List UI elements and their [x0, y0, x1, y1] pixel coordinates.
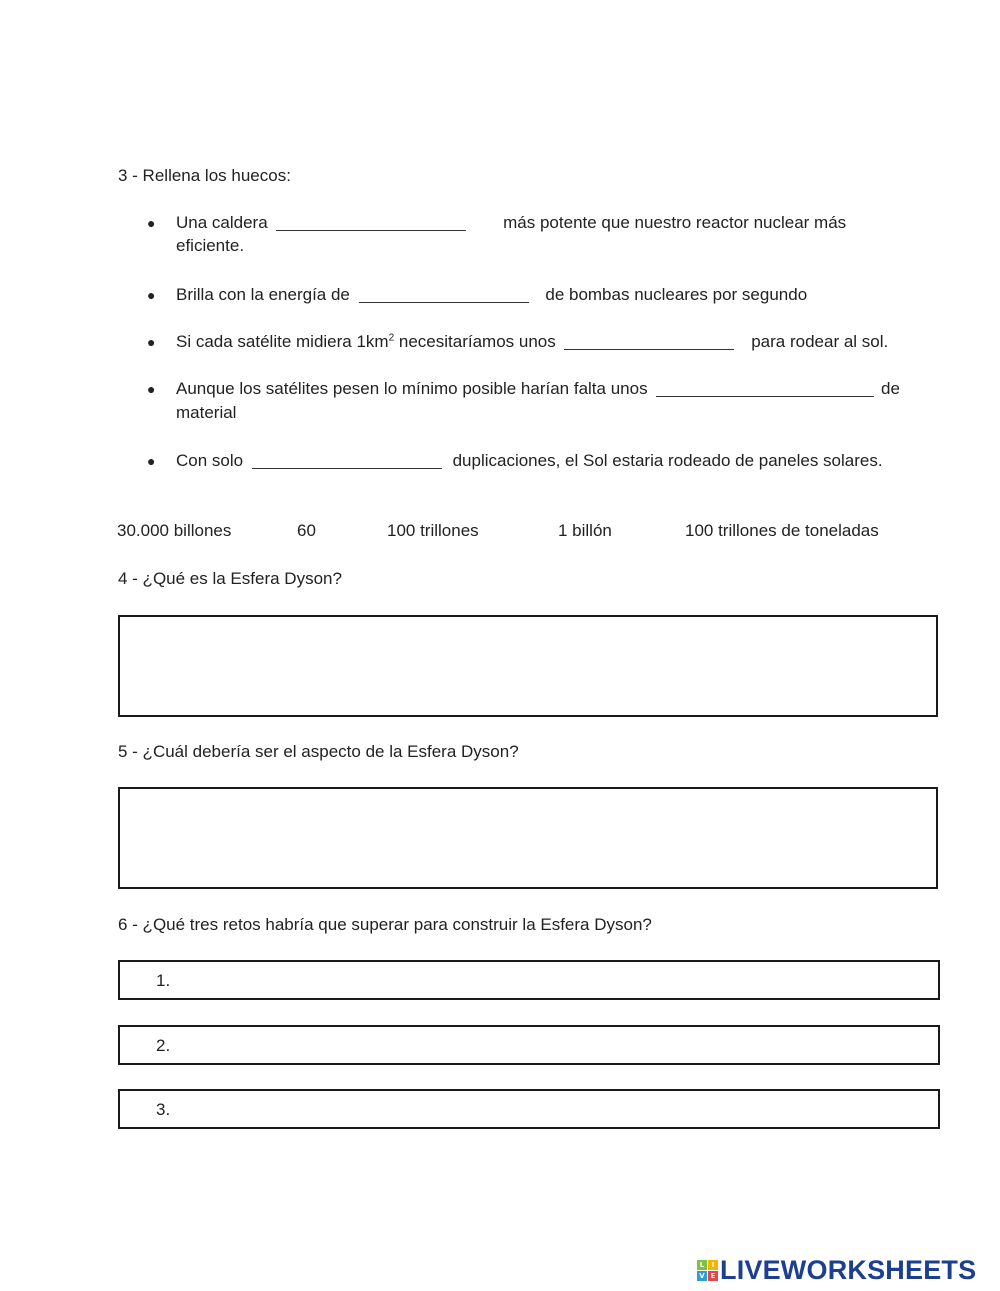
- answer-box-4: [118, 615, 938, 717]
- section-6-heading: 6 - ¿Qué tres retos habría que superar para construir la Esfera Dyson?: [118, 915, 652, 934]
- bullet-icon: ●: [147, 453, 156, 469]
- logo-text: LIVEWORKSHEETS: [720, 1254, 977, 1285]
- bullet-2-text-after: de bombas nucleares por segundo: [545, 285, 808, 304]
- section-4-heading: 4 - ¿Qué es la Esfera Dyson?: [118, 569, 342, 588]
- bullet-icon: ●: [147, 381, 156, 397]
- bullet-5-text-after: duplicaciones, el Sol estaria rodeado de paneles solares.: [452, 451, 883, 470]
- bullet-1-text-after: más potente que nuestro reactor nuclear más: [503, 213, 847, 232]
- bullet-1-line: [176, 213, 846, 233]
- bullet-icon: ●: [147, 287, 156, 303]
- word-bank-item: 100 trillones: [387, 521, 479, 540]
- blank-2: [359, 285, 529, 305]
- blank-3: [564, 332, 734, 352]
- bullet-4-text-before: Aunque los satélites pesen lo mínimo posible harían falta unos: [176, 379, 648, 398]
- bullet-5-text-before: Con solo: [176, 451, 244, 470]
- challenge-box-3: [118, 1089, 940, 1129]
- challenge-box-2: [118, 1025, 940, 1065]
- bullet-2-line: [176, 285, 807, 305]
- challenge-box-1: [118, 960, 940, 1000]
- logo-tile: L: [697, 1260, 707, 1270]
- bullet-icon: ●: [147, 215, 156, 231]
- word-bank-item: 60: [297, 521, 316, 540]
- bullet-4-text-after: de: [881, 379, 900, 398]
- liveworksheets-logo: [697, 1255, 976, 1285]
- blank-1: [276, 213, 466, 233]
- bullet-3-line: [176, 332, 888, 352]
- logo-tile: V: [697, 1271, 707, 1281]
- logo-tile: I: [708, 1260, 718, 1270]
- bullet-1-continuation: eficiente.: [176, 236, 245, 255]
- blank-4: [656, 379, 874, 399]
- challenge-2-input[interactable]: [190, 1031, 924, 1061]
- challenge-1-input[interactable]: [190, 966, 924, 996]
- superscript-2: 2: [388, 332, 395, 344]
- bullet-1-text-before: Una caldera: [176, 213, 268, 232]
- bullet-3-text-after: para rodear al sol.: [751, 332, 889, 351]
- logo-tile: E: [708, 1271, 718, 1281]
- bullet-3-text-mid: necesitaríamos unos: [394, 332, 556, 351]
- bullet-4-continuation: material: [176, 403, 237, 422]
- section-3-heading: 3 - Rellena los huecos:: [118, 166, 291, 185]
- bullet-5-line: [176, 451, 883, 471]
- blank-5: [252, 451, 442, 471]
- bullet-4-line: [176, 379, 900, 399]
- challenge-number: 3.: [156, 1100, 171, 1119]
- bullet-icon: ●: [147, 334, 156, 350]
- challenge-3-input[interactable]: [190, 1095, 924, 1125]
- bullet-2-text-before: Brilla con la energía de: [176, 285, 350, 304]
- word-bank-item: 100 trillones de toneladas: [685, 521, 879, 540]
- answer-5-textarea[interactable]: [120, 789, 936, 887]
- word-bank-item: 30.000 billones: [117, 521, 232, 540]
- challenge-number: 1.: [156, 971, 171, 990]
- bullet-3-text-before: Si cada satélite midiera 1km: [176, 332, 389, 351]
- word-bank-item: 1 billón: [558, 521, 612, 540]
- answer-4-textarea[interactable]: [120, 617, 936, 715]
- answer-box-5: [118, 787, 938, 889]
- logo-mark-icon: [697, 1260, 718, 1281]
- section-5-heading: 5 - ¿Cuál debería ser el aspecto de la Esfera Dyson?: [118, 742, 519, 761]
- challenge-number: 2.: [156, 1036, 171, 1055]
